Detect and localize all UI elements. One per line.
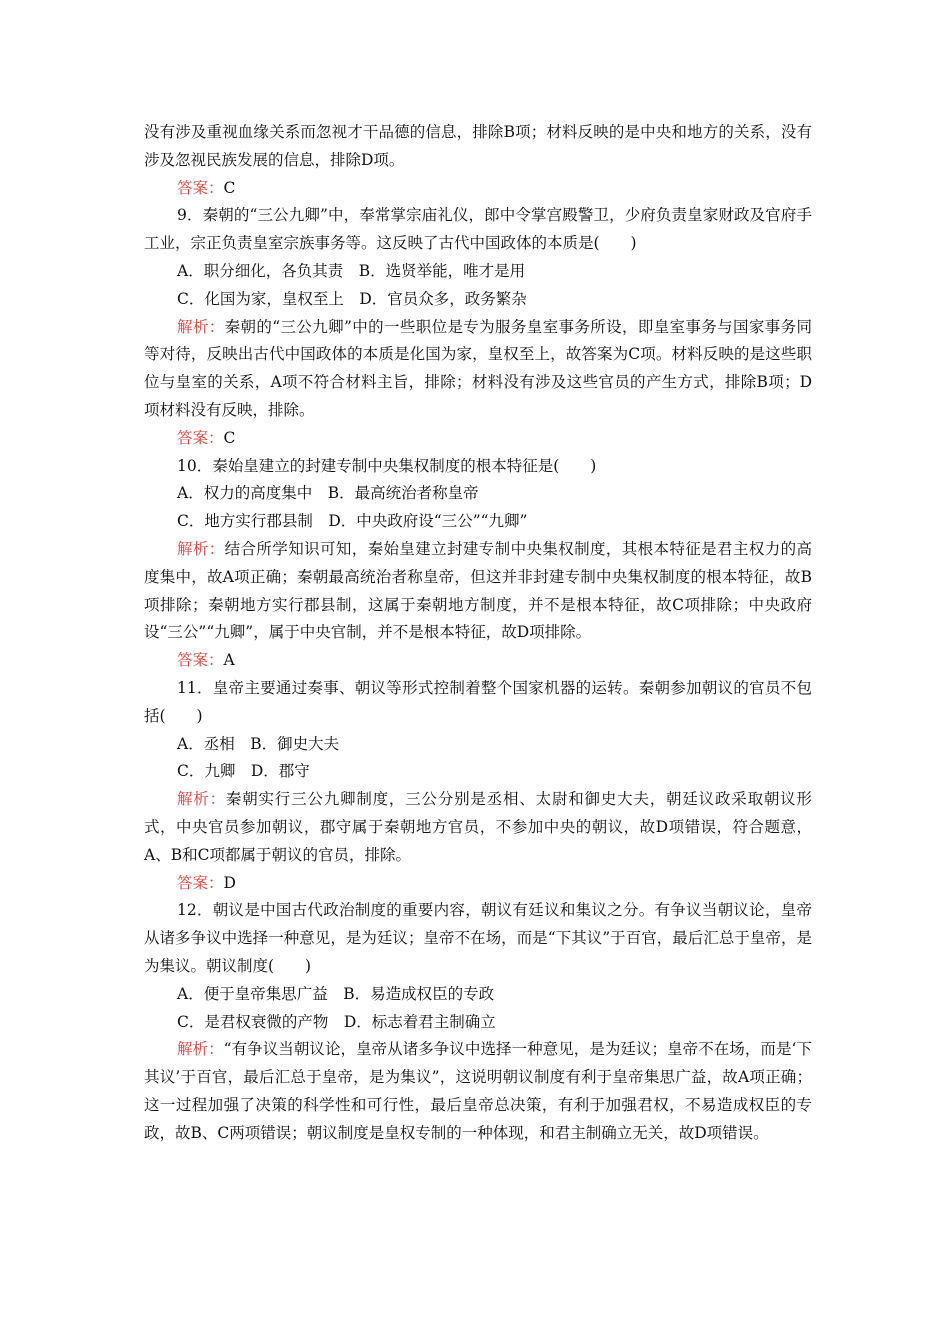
- answer-label: 答案：: [177, 651, 224, 670]
- q10-answer: [144, 647, 812, 675]
- answer-value: A: [223, 651, 235, 670]
- q11-answer: [144, 870, 812, 898]
- q9-options-cd: C．化国为家，皇权至上 D．官员众多，政务繁杂: [177, 289, 527, 308]
- q12-stem: 12．朝议是中国古代政治制度的重要内容，朝议有廷议和集议之分。有争议当朝议论，皇帝从诸多争议中选择一种意见，是为廷议；皇帝不在场，而是“下其议”于百官，最后汇总于皇帝，是为集议。朝议制度( ): [144, 901, 812, 975]
- answer-label: 答案：: [177, 178, 224, 197]
- answer-value: D: [223, 873, 236, 892]
- answer-label: 答案：: [177, 428, 224, 447]
- analysis-text: 秦朝的“三公九卿”中的一些职位是专为服务皇室事务所设，即皇室事务与国家事务同等对待，反映出古代中国政体的本质是化国为家，皇权至上，故答案为C项。材料反映的是这些职位与皇室的关系，A项不符合材料主旨，排除；材料没有涉及这些官员的产生方式，排除B项；D项材料没有反映，排除。: [144, 317, 812, 419]
- q11-options-cd: C．九卿 D．郡守: [177, 762, 310, 781]
- analysis-text: 结合所学知识可知，秦始皇建立封建专制中央集权制度，其根本特征是君主权力的高度集中，故A项正确；秦朝最高统治者称皇帝，但这并非封建专制中央集权制度的根本特征，故B项排除；秦朝地方实行郡县制，这属于秦朝地方制度，并不是根本特征，故C项排除；中央政府设“三公”“九卿”，属于中央官制，并不是根本特征，故D项排除。: [144, 539, 812, 642]
- q12-options-ab: A．便于皇帝集思广益 B．易造成权臣的专政: [177, 984, 495, 1003]
- analysis-label: 解析：: [177, 539, 225, 558]
- q9-analysis: [144, 314, 812, 425]
- q8-answer: [144, 175, 812, 203]
- q10-options-ab: A．权力的高度集中 B．最高统治者称皇帝: [177, 484, 479, 503]
- answer-value: C: [223, 428, 236, 447]
- page-content: [144, 119, 812, 1147]
- q9-answer: [144, 425, 812, 453]
- q9-options-ab: A．职分细化，各负其责 B．选贤举能，唯才是用: [177, 261, 526, 280]
- analysis-text: “有争议当朝议论，皇帝从诸多争议中选择一种意见，是为廷议；皇帝不在场，而是‘下其议’于百官，最后汇总于皇帝，是为集议”，这说明朝议制度有利于皇帝集思广益，故A项正确；这一过程加强了决策的科学性和可行性，最后皇帝总决策，有利于加强君权，不易造成权臣的专政，故B、C两项错误；朝议制度是皇权专制的一种体现，和君主制确立无关，故D项错误。: [144, 1040, 812, 1142]
- q9-stem: 9．秦朝的“三公九卿”中，奉常掌宗庙礼仪，郎中令掌宫殿警卫，少府负责皇家财政及官府手工业，宗正负责皇室宗族事务等。这反映了古代中国政体的本质是( ): [144, 206, 812, 253]
- analysis-label: 解析：: [177, 317, 225, 336]
- analysis-text: 秦朝实行三公九卿制度，三公分别是丞相、太尉和御史大夫，朝廷议政采取朝议形式，中央官员参加朝议，郡守属于秦朝地方官员，不参加中央的朝议，故D项错误，符合题意，A、B和C项都属于朝议的官员，排除。: [144, 790, 812, 864]
- q11-options-ab: A．丞相 B．御史大夫: [177, 734, 340, 753]
- q12-options-cd: C．是君权衰微的产物 D．标志着君主制确立: [177, 1012, 496, 1031]
- q10-stem: 10．秦始皇建立的封建专制中央集权制度的根本特征是( ): [177, 456, 597, 475]
- q10-analysis: [144, 536, 812, 647]
- answer-label: 答案：: [177, 873, 224, 892]
- answer-value: C: [223, 178, 236, 197]
- q8-analysis-continuation: 没有涉及重视血缘关系而忽视才干品德的信息，排除B项；材料反映的是中央和地方的关系，没有涉及忽视民族发展的信息，排除D项。: [144, 123, 812, 169]
- q12-analysis: [144, 1036, 812, 1147]
- analysis-label: 解析：: [177, 790, 226, 809]
- q11-stem: 11．皇帝主要通过奏事、朝议等形式控制着整个国家机器的运转。秦朝参加朝议的官员不包括( ): [144, 678, 812, 725]
- q11-analysis: [144, 786, 812, 869]
- q10-options-cd: C．地方实行郡县制 D．中央政府设“三公”“九卿”: [177, 512, 528, 531]
- analysis-label: 解析：: [177, 1040, 224, 1059]
